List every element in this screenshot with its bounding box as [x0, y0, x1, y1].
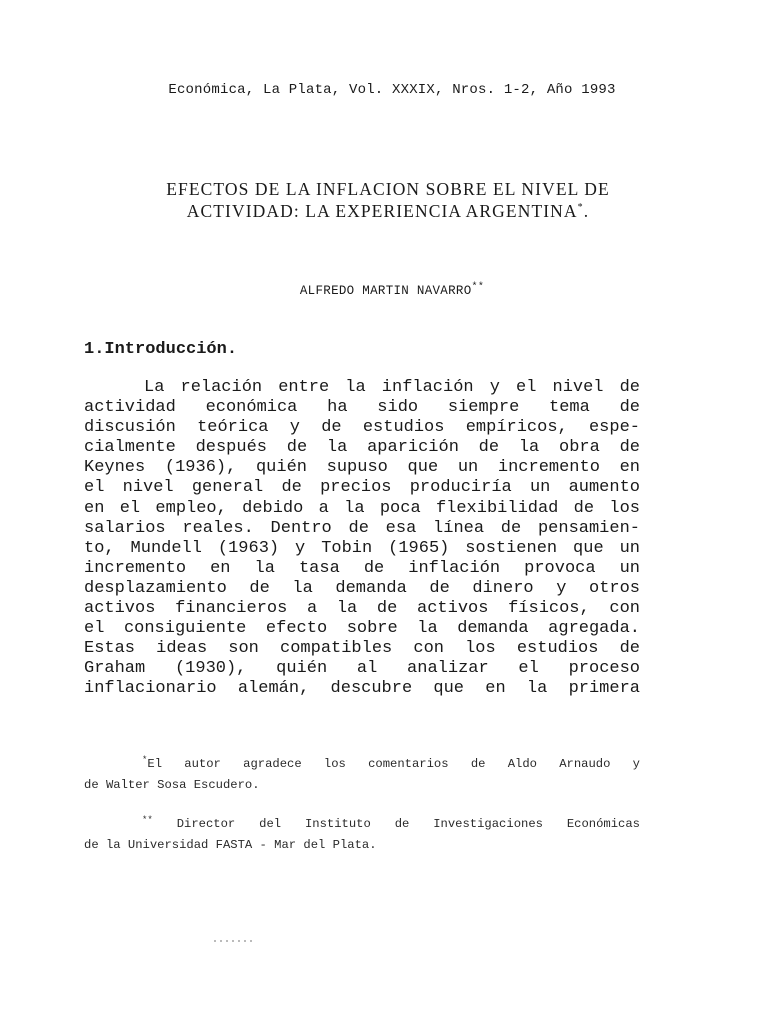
author-footnote-marker: ** — [471, 281, 485, 293]
footnote-line — [84, 814, 640, 835]
paragraph-line: discusión teórica y de estudios empíricos, espe- — [84, 418, 640, 438]
footnote-line: de Walter Sosa Escudero. — [84, 778, 260, 792]
paragraph-line: La relación entre la inflación y el nivel de — [144, 378, 640, 397]
author-name: ALFREDO MARTIN NAVARRO — [299, 284, 472, 298]
journal-header: Económica, La Plata, Vol. XXXIX, Nros. 1-2, Año 1993 — [168, 82, 616, 98]
article-title — [0, 178, 768, 222]
paragraph-line: incremento en la tasa de inflación provoca un — [84, 558, 640, 578]
section-heading: 1.Introducción. — [84, 340, 238, 359]
paragraph-line: activos financieros a la de activos físicos, con — [84, 599, 640, 619]
paragraph-line: salarios reales. Dentro de esa línea de pensamien- — [84, 518, 640, 538]
footnote-marker: ** — [142, 814, 153, 825]
footnote-text: Director del Instituto de Investigaciones Económicas — [176, 817, 640, 831]
paragraph-line: desplazamiento de la demanda de dinero y otros — [84, 578, 640, 598]
footnote-line — [84, 754, 640, 775]
footnote-marker: * — [142, 754, 148, 765]
paragraph-line: inflacionario alemán, descubre que en la primera — [84, 679, 640, 699]
footnote-text: El autor agradece los comentarios de Aldo Arnaudo y — [147, 757, 640, 771]
title-line-2-wrap — [8, 200, 768, 222]
footnote-acknowledgement — [84, 754, 640, 796]
paragraph-line: el nivel general de precios produciría un aumento — [84, 478, 640, 498]
intro-paragraph — [84, 378, 640, 700]
title-line-2: ACTIVIDAD: LA EXPERIENCIA ARGENTINA — [186, 201, 578, 221]
paragraph-line: Keynes (1936), quién supuso que un incremento en — [84, 458, 640, 478]
scan-speck — [214, 940, 252, 942]
title-line-1: EFECTOS DE LA INFLACION SOBRE EL NIVEL DE — [166, 179, 610, 199]
paragraph-line: Estas ideas son compatibles con los estudios de — [84, 639, 640, 659]
author-line — [0, 281, 768, 298]
paragraph-line: cialmente después de la aparición de la obra de — [84, 438, 640, 458]
paragraph-line: en el empleo, debido a la poca flexibilidad de los — [84, 498, 640, 518]
paragraph-line: actividad económica ha sido siempre tema de — [84, 398, 640, 418]
footnote-line: de la Universidad FASTA - Mar del Plata. — [84, 838, 377, 852]
paragraph-line: Graham (1930), quién al analizar el proceso — [84, 659, 640, 679]
footnote-affiliation — [84, 814, 640, 856]
title-end: . — [583, 201, 590, 221]
paragraph-line: el consiguiente efecto sobre la demanda agregada. — [84, 619, 640, 639]
title-footnote-marker: * — [577, 202, 584, 214]
paragraph-line: to, Mundell (1963) y Tobin (1965) sostienen que un — [84, 538, 640, 558]
